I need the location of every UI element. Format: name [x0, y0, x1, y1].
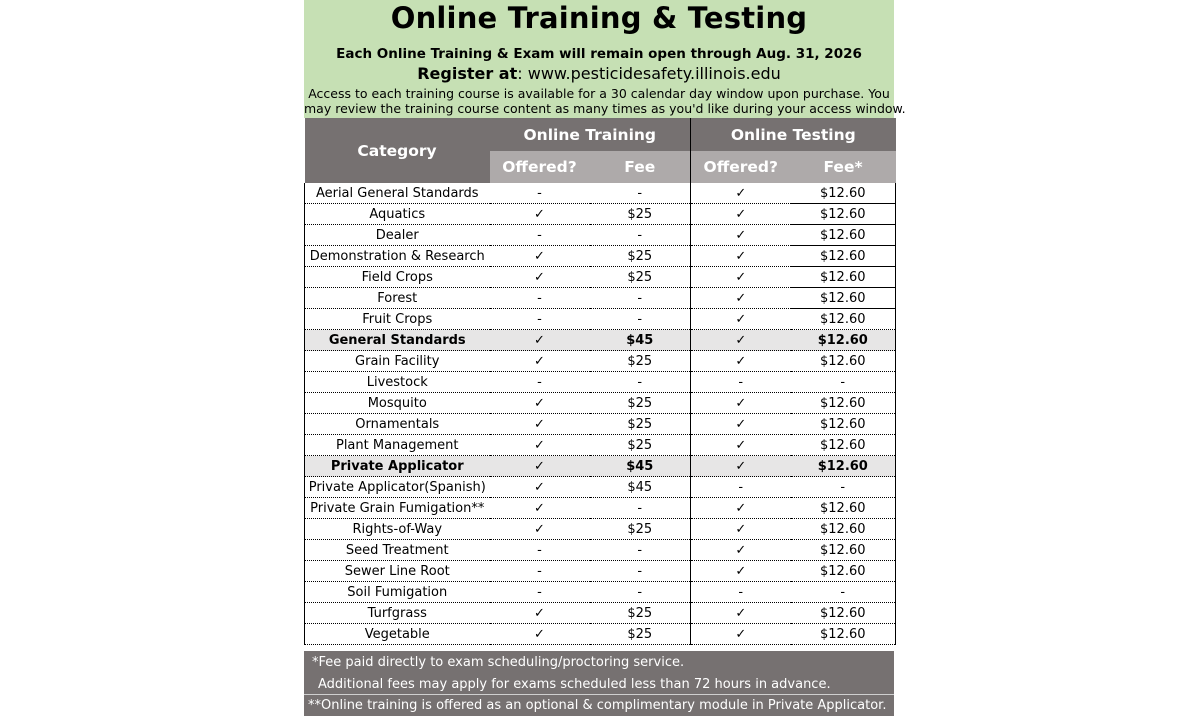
testing-offered-cell: ✓ [691, 414, 791, 435]
training-fee-cell: $45 [590, 330, 691, 351]
training-fee-cell: - [590, 288, 691, 309]
training-offered-cell: ✓ [490, 624, 590, 645]
testing-offered-cell: ✓ [691, 519, 791, 540]
table-row [305, 183, 896, 204]
training-fee-cell: $25 [590, 414, 691, 435]
testing-fee-cell: $12.60 [791, 603, 896, 624]
training-offered-cell: ✓ [490, 267, 590, 288]
category-cell: Ornamentals [305, 414, 490, 435]
testing-fee-cell: $12.60 [791, 309, 896, 330]
training-fee-cell: $25 [590, 204, 691, 225]
category-cell: Demonstration & Research [305, 246, 490, 267]
training-fee-cell: $25 [590, 603, 691, 624]
category-cell: Private Applicator(Spanish) [305, 477, 490, 498]
testing-offered-cell: ✓ [691, 204, 791, 225]
testing-fee-cell: $12.60 [791, 204, 896, 225]
testing-offered-header: Offered? [691, 151, 791, 183]
testing-offered-cell: ✓ [691, 435, 791, 456]
testing-fee-cell: $12.60 [791, 351, 896, 372]
open-through-note: Each Online Training & Exam will remain open through Aug. 31, 2026 [336, 46, 862, 62]
table-row [305, 288, 896, 309]
testing-fee-cell: $12.60 [791, 288, 896, 309]
table-row [305, 498, 896, 519]
register-url[interactable]: : www.pesticidesafety.illinois.edu [517, 64, 781, 83]
table-row [305, 309, 896, 330]
training-offered-cell: ✓ [490, 351, 590, 372]
table-row [305, 225, 896, 246]
table-row [305, 477, 896, 498]
testing-offered-cell: - [691, 372, 791, 393]
testing-offered-cell: ✓ [691, 330, 791, 351]
category-cell: Field Crops [305, 267, 490, 288]
testing-fee-cell: - [791, 372, 896, 393]
register-line [304, 64, 894, 83]
category-cell: Seed Treatment [305, 540, 490, 561]
testing-offered-cell: - [691, 477, 791, 498]
register-label: Register at [417, 64, 518, 83]
testing-fee-cell: $12.60 [791, 624, 896, 645]
title-banner [304, 0, 906, 118]
testing-fee-cell: $12.60 [791, 246, 896, 267]
category-cell: General Standards [305, 330, 490, 351]
training-offered-cell: - [490, 372, 590, 393]
pricing-sheet [304, 0, 906, 716]
testing-offered-cell: ✓ [691, 561, 791, 582]
table-row [305, 246, 896, 267]
training-fee-cell: - [590, 225, 691, 246]
testing-fee-cell: $12.60 [791, 330, 896, 351]
category-cell: Turfgrass [305, 603, 490, 624]
training-fee-cell: - [590, 372, 691, 393]
testing-fee-cell: - [791, 477, 896, 498]
training-fee-cell: $25 [590, 435, 691, 456]
category-header: Category [305, 118, 490, 183]
testing-offered-cell: ✓ [691, 393, 791, 414]
category-cell: Rights-of-Way [305, 519, 490, 540]
training-fee-cell: $25 [590, 624, 691, 645]
table-row [305, 393, 896, 414]
testing-offered-cell: ✓ [691, 246, 791, 267]
table-row [305, 582, 896, 603]
category-cell: Soil Fumigation [305, 582, 490, 603]
table-row [305, 456, 896, 477]
testing-fee-cell: $12.60 [791, 519, 896, 540]
online-training-header: Online Training [490, 118, 691, 151]
training-fee-cell: $25 [590, 519, 691, 540]
footnote-fee: *Fee paid directly to exam scheduling/proctoring service. [312, 655, 685, 670]
testing-offered-cell: ✓ [691, 267, 791, 288]
testing-fee-cell: $12.60 [791, 267, 896, 288]
category-cell: Fruit Crops [305, 309, 490, 330]
category-cell: Forest [305, 288, 490, 309]
training-offered-cell: ✓ [490, 498, 590, 519]
page-title: Online Training & Testing [390, 1, 808, 35]
footnote-additional-fees: Additional fees may apply for exams scheduled less than 72 hours in advance. [318, 677, 831, 692]
category-cell: Sewer Line Root [305, 561, 490, 582]
testing-fee-cell: $12.60 [791, 540, 896, 561]
training-offered-cell: ✓ [490, 330, 590, 351]
testing-offered-cell: ✓ [691, 309, 791, 330]
table-row [305, 267, 896, 288]
training-offered-cell: - [490, 309, 590, 330]
training-fee-cell: $25 [590, 267, 691, 288]
table-row [305, 540, 896, 561]
testing-offered-cell: ✓ [691, 603, 791, 624]
testing-fee-cell: $12.60 [791, 393, 896, 414]
training-offered-cell: ✓ [490, 435, 590, 456]
category-cell: Plant Management [305, 435, 490, 456]
footnote-private-applicator-box [304, 694, 894, 717]
training-offered-cell: ✓ [490, 246, 590, 267]
training-fee-cell: $25 [590, 351, 691, 372]
testing-offered-cell: ✓ [691, 498, 791, 519]
testing-fee-cell: $12.60 [791, 225, 896, 246]
training-offered-cell: ✓ [490, 204, 590, 225]
testing-offered-cell: ✓ [691, 351, 791, 372]
training-offered-cell: ✓ [490, 477, 590, 498]
training-fee-cell: - [590, 561, 691, 582]
testing-offered-cell: ✓ [691, 624, 791, 645]
testing-offered-cell: ✓ [691, 288, 791, 309]
category-cell: Grain Facility [305, 351, 490, 372]
training-fee-cell: $45 [590, 456, 691, 477]
testing-fee-cell: $12.60 [791, 435, 896, 456]
table-row [305, 414, 896, 435]
testing-fee-cell: $12.60 [791, 456, 896, 477]
online-testing-header: Online Testing [691, 118, 896, 151]
access-note-line-1: Access to each training course is available for a 30 calendar day window upon purchase. You [308, 86, 890, 101]
training-fee-cell: $25 [590, 246, 691, 267]
testing-fee-cell: - [791, 582, 896, 603]
testing-offered-cell: ✓ [691, 225, 791, 246]
course-rows [305, 183, 896, 645]
footnote-private-applicator: **Online training is offered as an optional & complimentary module in Private Applicator. [308, 698, 887, 713]
training-fee-cell: $25 [590, 393, 691, 414]
category-cell: Vegetable [305, 624, 490, 645]
testing-offered-cell: - [691, 582, 791, 603]
training-offered-cell: - [490, 582, 590, 603]
table-row [305, 435, 896, 456]
access-note-line-2: may review the training course content as many times as you'd like during your access window. [304, 101, 906, 116]
table-row [305, 330, 896, 351]
training-fee-cell: - [590, 540, 691, 561]
table-row [305, 561, 896, 582]
training-offered-cell: ✓ [490, 393, 590, 414]
testing-fee-cell: $12.60 [791, 498, 896, 519]
training-fee-header: Fee [590, 151, 691, 183]
training-offered-cell: ✓ [490, 456, 590, 477]
testing-offered-cell: ✓ [691, 540, 791, 561]
training-fee-cell: - [590, 183, 691, 204]
training-offered-cell: - [490, 561, 590, 582]
training-offered-cell: ✓ [490, 414, 590, 435]
training-offered-cell: - [490, 288, 590, 309]
testing-fee-cell: $12.60 [791, 561, 896, 582]
table-row [305, 204, 896, 225]
training-fee-cell: $45 [590, 477, 691, 498]
table-row [305, 624, 896, 645]
training-offered-cell: ✓ [490, 519, 590, 540]
category-cell: Aquatics [305, 204, 490, 225]
category-cell: Aerial General Standards [305, 183, 490, 204]
category-cell: Private Grain Fumigation** [305, 498, 490, 519]
training-offered-cell: - [490, 225, 590, 246]
training-fee-cell: - [590, 582, 691, 603]
testing-offered-cell: ✓ [691, 456, 791, 477]
training-offered-cell: ✓ [490, 603, 590, 624]
training-offered-cell: - [490, 540, 590, 561]
training-offered-cell: - [490, 183, 590, 204]
table-row [305, 351, 896, 372]
course-table [304, 118, 896, 645]
testing-fee-header: Fee* [791, 151, 896, 183]
training-offered-header: Offered? [490, 151, 590, 183]
category-cell: Private Applicator [305, 456, 490, 477]
testing-offered-cell: ✓ [691, 183, 791, 204]
testing-fee-cell: $12.60 [791, 183, 896, 204]
table-row [305, 519, 896, 540]
category-cell: Mosquito [305, 393, 490, 414]
training-fee-cell: - [590, 498, 691, 519]
testing-fee-cell: $12.60 [791, 414, 896, 435]
category-cell: Dealer [305, 225, 490, 246]
footnotes [304, 651, 894, 716]
table-row [305, 603, 896, 624]
table-row [305, 372, 896, 393]
category-cell: Livestock [305, 372, 490, 393]
training-fee-cell: - [590, 309, 691, 330]
